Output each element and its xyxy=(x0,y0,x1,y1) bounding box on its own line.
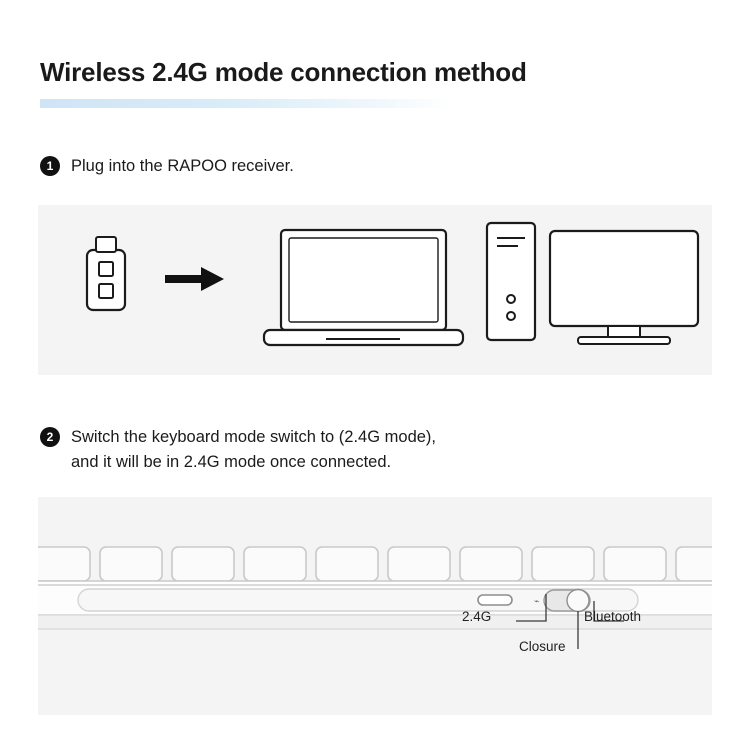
step-2-text xyxy=(71,425,436,475)
step-1 xyxy=(40,154,712,179)
usb-receiver-icon xyxy=(87,237,125,310)
label-bluetooth: Bluetooth xyxy=(584,608,642,624)
step-2-line-2: and it will be in 2.4G mode once connected. xyxy=(71,452,392,471)
laptop-icon xyxy=(264,230,463,345)
title-highlight xyxy=(40,99,454,108)
step-2 xyxy=(40,425,712,475)
figure-receiver-devices xyxy=(38,205,712,375)
step-2-number: 2 xyxy=(40,427,60,447)
keyboard-keys xyxy=(38,547,712,581)
monitor-icon xyxy=(550,231,698,344)
step-1-number: 1 xyxy=(40,156,60,176)
step-2-line-1: Switch the keyboard mode switch to (2.4G mode), xyxy=(71,427,436,446)
arrow-right-icon xyxy=(165,267,224,291)
step-1-text: Plug into the RAPOO receiver. xyxy=(71,156,294,175)
figure-keyboard-switch xyxy=(38,497,712,715)
page-title-wrap xyxy=(40,40,527,106)
figure-1-illustration xyxy=(38,205,712,375)
label-closure: Closure xyxy=(519,638,566,654)
desktop-tower-icon xyxy=(487,223,535,340)
label-2-4g: 2.4G xyxy=(462,608,492,624)
bluetooth-glyph: ⌁ xyxy=(534,595,540,606)
page-title: Wireless 2.4G mode connection method xyxy=(40,57,527,88)
figure-2-illustration xyxy=(38,497,712,715)
usb-c-port-icon xyxy=(478,595,512,605)
